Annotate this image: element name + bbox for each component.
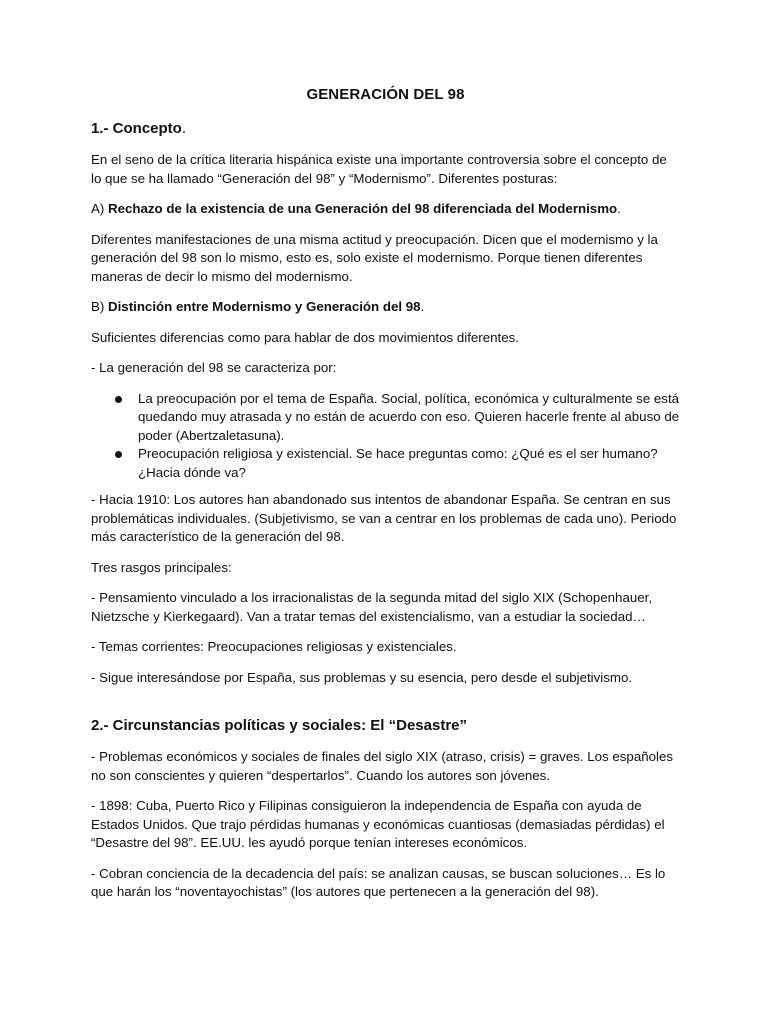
characterized-by-paragraph: - La generación del 98 se caracteriza por: bbox=[91, 360, 337, 375]
section-2-paragraph-2: - 1898: Cuba, Puerto Rico y Filipinas consiguieron la independencia de España con ayuda de Estados Unidos. Que trajo pérdidas humanas y económicas cuantiosas (demasiadas pérdidas) el “Desastre del 98”. EE.UU. les ayudó porque tenían intereses económicos. bbox=[91, 798, 665, 850]
rasgo-1-paragraph: - Pensamiento vinculado a los irracionalistas de la segunda mitad del siglo XIX (Schopenhauer, Nietzsche y Kierkegaard). Van a tratar temas del existencialismo, van a estudiar la sociedad… bbox=[91, 590, 653, 624]
bullet-icon bbox=[115, 396, 122, 403]
posture-a-text: Rechazo de la existencia de una Generación del 98 diferenciada del Modernismo bbox=[108, 201, 618, 216]
tres-rasgos-paragraph: Tres rasgos principales: bbox=[91, 559, 232, 575]
posture-b-label: B) bbox=[91, 299, 108, 314]
section-1-heading bbox=[91, 120, 680, 137]
posture-b-heading bbox=[91, 298, 680, 317]
section-1-heading-suffix: . bbox=[181, 120, 187, 137]
posture-a-suffix: . bbox=[617, 201, 621, 216]
list-item bbox=[91, 390, 680, 446]
section-2-paragraph-3: - Cobran conciencia de la decadencia del país: se analizan causas, se buscan soluciones… Es lo que harán los “noventayochistas” (los autores que pertenecen a la generación del 98). bbox=[91, 865, 666, 899]
document-title: GENERACIÓN DEL 98 bbox=[306, 86, 465, 103]
posture-a-label: A) bbox=[91, 201, 108, 216]
rasgo-3-paragraph: - Sigue interesándose por España, sus problemas y su esencia, pero desde el subjetivismo. bbox=[91, 669, 633, 685]
posture-b-suffix: . bbox=[420, 299, 425, 314]
section-2-paragraph-1: - Problemas económicos y sociales de finales del siglo XIX (atraso, crisis) = graves. Los españoles no son conscientes y quieren “despertarlos”. Cuando los autores son jóvenes. bbox=[91, 749, 674, 783]
bullet-icon bbox=[115, 451, 122, 458]
rasgo-2-paragraph: - Temas corrientes: Preocupaciones religiosas y existenciales. bbox=[91, 639, 457, 654]
list-item-text: La preocupación por el tema de España. Social, política, económica y culturalmente se está quedando muy atrasada y no están de acuerdo con eso. Quieren hacerle frente al abuso de poder (Abertzaletasuna). bbox=[138, 390, 680, 443]
paragraph-1910: - Hacia 1910: Los autores han abandonado sus intentos de abandonar España. Se centran en sus problemáticas individuales. (Subjetivismo, se van a centrar en los problemas de cada uno). Periodo más característico de la generación del 98. bbox=[91, 492, 677, 544]
posture-b-body: Suficientes diferencias como para hablar de dos movimientos diferentes. bbox=[91, 329, 519, 345]
list-item-text: Preocupación religiosa y existencial. Se hace preguntas como: ¿Qué es el ser humano? ¿Hacia dónde va? bbox=[138, 446, 658, 480]
list-item bbox=[91, 445, 680, 482]
posture-a-heading bbox=[91, 200, 680, 219]
characteristics-list bbox=[91, 390, 680, 483]
section-2-heading: 2.- Circunstancias políticas y sociales: El “Desastre” bbox=[91, 717, 467, 734]
intro-paragraph: En el seno de la crítica literaria hispánica existe una importante controversia sobre el concepto de lo que se ha llamado “Generación del 98” y “Modernismo”. Diferentes posturas: bbox=[91, 152, 667, 186]
section-1-heading-text: 1.- Concepto bbox=[91, 120, 182, 137]
posture-b-text: Distinción entre Modernismo y Generación del 98 bbox=[108, 299, 421, 314]
posture-a-body: Diferentes manifestaciones de una misma actitud y preocupación. Dicen que el modernismo y la generación del 98 son lo mismo, esto es, solo existe el modernismo. Porque tienen diferentes maneras de decir lo mismo del modernismo. bbox=[91, 231, 658, 284]
